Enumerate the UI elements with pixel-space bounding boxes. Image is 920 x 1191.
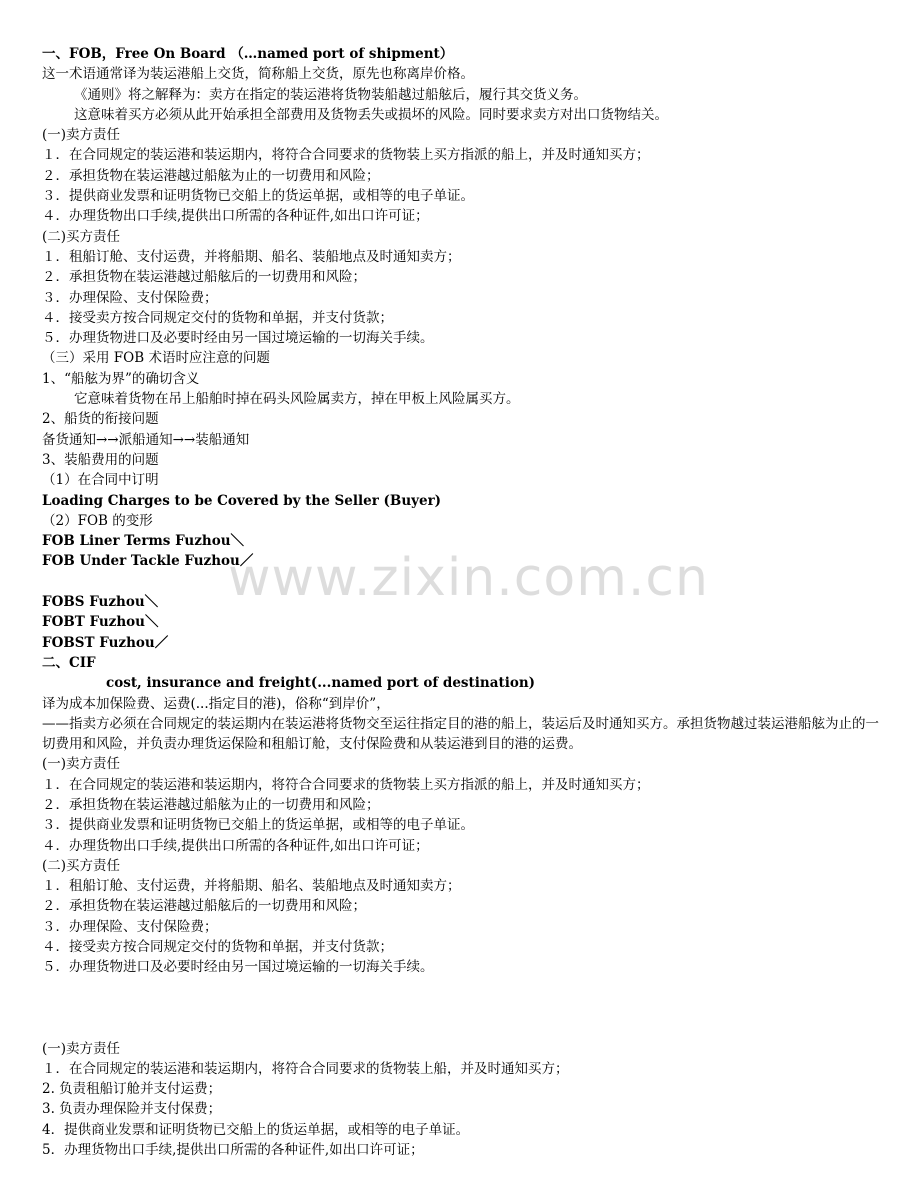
text-line: （1）在合同中订明 xyxy=(42,472,159,489)
text-line: １．租船订舱、支付运费，并将船期、船名、装船地点及时通知卖方； xyxy=(42,878,461,895)
text-line: 3. 负责办理保险并支付保费； xyxy=(42,1101,222,1118)
text-line: ２．承担货物在装运港越过船舷后的一切费用和风险； xyxy=(42,898,366,915)
text-line: FOB Liner Terms Fuzhou＼ xyxy=(42,533,245,550)
text-line: ４．接受卖方按合同规定交付的货物和单据，并支付货款； xyxy=(42,309,393,326)
text-line: 1、“船舷为界”的确切含义 xyxy=(42,370,200,387)
document-page xyxy=(42,44,882,1160)
text-line: 3、装船费用的问题 xyxy=(42,451,159,468)
text-line: （三）采用 FOB 术语时应注意的问题 xyxy=(42,350,270,367)
text-line: ４．接受卖方按合同规定交付的货物和单据，并支付货款； xyxy=(42,939,393,956)
text-line: FOB Under Tackle Fuzhou／ xyxy=(42,553,254,570)
blank-line xyxy=(42,978,882,998)
text-line: (一)卖方责任 xyxy=(42,127,121,144)
watermark: www.zixin.com.cn xyxy=(228,548,709,608)
text-line: （2）FOB 的变形 xyxy=(42,512,153,529)
text-line: 它意味着货物在吊上船舶时掉在码头风险属卖方，掉在甲板上风险属买方。 xyxy=(74,391,520,408)
text-line: １．在合同规定的装运港和装运期内，将符合合同要求的货物装上买方指派的船上，并及时通知买方； xyxy=(42,776,650,793)
blank-line xyxy=(42,998,882,1018)
text-line: ２．承担货物在装运港越过船舷后的一切费用和风险； xyxy=(42,269,366,286)
text-line: ３．办理保险、支付保险费； xyxy=(42,918,218,935)
text-line: Loading Charges to be Covered by the Seller (Buyer) xyxy=(42,492,442,509)
text-line: FOBT Fuzhou＼ xyxy=(42,614,159,631)
text-line: １．租船订舱、支付运费，并将船期、船名、装船地点及时通知卖方； xyxy=(42,248,461,265)
text-line: (二)买方责任 xyxy=(42,228,121,245)
text-line: ５．办理货物进口及必要时经由另一国过境运输的一切海关手续。 xyxy=(42,330,434,347)
text-line: ２．承担货物在装运港越过船舷为止的一切费用和风险； xyxy=(42,796,380,813)
text-line: １．在合同规定的装运港和装运期内，将符合合同要求的货物装上船，并及时通知买方； xyxy=(42,1060,569,1077)
blank-line xyxy=(42,1018,882,1038)
text-line: ４．办理货物出口手续,提供出口所需的各种证件,如出口许可证； xyxy=(42,837,429,854)
text-line: 4．提供商业发票和证明货物已交船上的货运单据，或相等的电子单证。 xyxy=(42,1121,470,1138)
blank-line xyxy=(42,572,882,592)
text-line: 这意味着买方必须从此开始承担全部费用及货物丢失或损坏的风险。同时要求卖方对出口货物结关。 xyxy=(74,106,668,123)
text-line: 这一术语通常译为装运港船上交货，简称船上交货，原先也称离岸价格。 xyxy=(42,66,474,83)
text-line: (一)卖方责任 xyxy=(42,1040,121,1057)
text-line: １．在合同规定的装运港和装运期内，将符合合同要求的货物装上买方指派的船上，并及时通知买方； xyxy=(42,147,650,164)
text-line: cost, insurance and freight(...named port of destination) xyxy=(106,675,536,692)
text-line: ３．提供商业发票和证明货物已交船上的货运单据，或相等的电子单证。 xyxy=(42,817,474,834)
text-line: 5．办理货物出口手续,提供出口所需的各种证件,如出口许可证； xyxy=(42,1142,424,1159)
text-line: 2、船货的衔接问题 xyxy=(42,411,159,428)
text-line: (二)买方责任 xyxy=(42,857,121,874)
text-line: FOBS Fuzhou＼ xyxy=(42,594,159,611)
text-line: 备货通知→→派船通知→→装船通知 xyxy=(42,431,250,448)
text-line: ５．办理货物进口及必要时经由另一国过境运输的一切海关手续。 xyxy=(42,959,434,976)
text-line: 《通则》将之解释为：卖方在指定的装运港将货物装船越过船舷后，履行其交货义务。 xyxy=(74,86,587,103)
text-line: 2. 负责租船订舱并支付运费； xyxy=(42,1081,222,1098)
text-line: FOBST Fuzhou／ xyxy=(42,634,169,651)
text-line: ３．提供商业发票和证明货物已交船上的货运单据，或相等的电子单证。 xyxy=(42,188,474,205)
text-line: 译为成本加保险费、运费(...指定目的港)，俗称“到岸价”， xyxy=(42,695,390,712)
text-line: 一、FOB，Free On Board （…named port of shipment） xyxy=(42,46,454,62)
text-line: ３．办理保险、支付保险费； xyxy=(42,289,218,306)
text-line: ２．承担货物在装运港越过船舷为止的一切费用和风险； xyxy=(42,167,380,184)
text-line: (一)卖方责任 xyxy=(42,756,121,773)
text-line: ４．办理货物出口手续,提供出口所需的各种证件,如出口许可证； xyxy=(42,208,429,225)
text-line: 二、CIF xyxy=(42,654,96,671)
text-line: ——指卖方必须在合同规定的装运期内在装运港将货物交至运往指定目的港的船上，装运后及时通知买方。承担货物越过装运港船舷为止的一切费用和风险，并负责办理货运保险和租船订舱，支付保险费和从装运港到目的港的运费。 xyxy=(42,715,879,753)
